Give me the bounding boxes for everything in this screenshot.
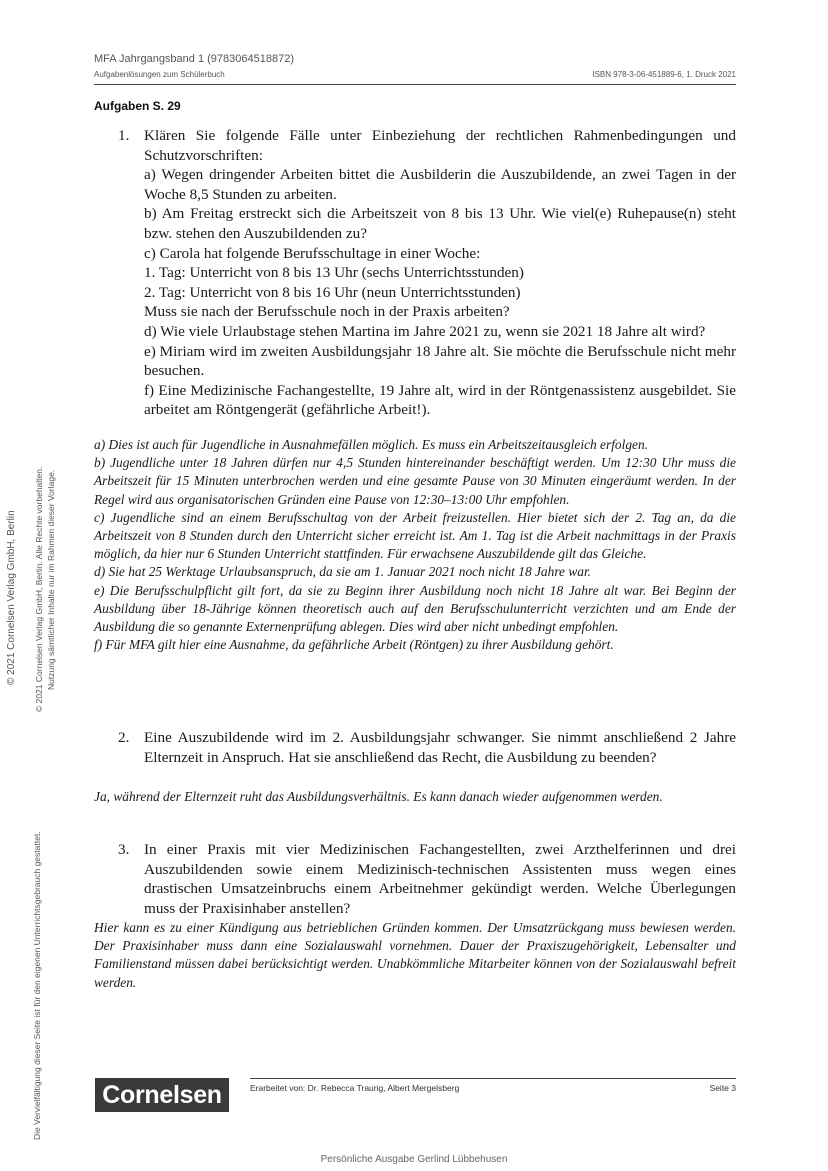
answer-1-f: f) Für MFA gilt hier eine Ausnahme, da gefährliche Arbeit (Röntgen) zu ihrer Ausbildung gehört.	[94, 637, 614, 653]
question-1-item-c-question: Muss sie nach der Berufsschule noch in der Praxis arbeiten?	[144, 303, 510, 321]
answer-3-text: Hier kann es zu einer Kündigung aus betrieblichen Gründen kommen. Der Umsatzrückgang muss bewiesen werden. Der Praxisinhaber muss dann eine Sozialauswahl vornehmen. Dauer der Praxiszugehörigkeit, Lebensalter und Familienstand müssen dabei berücksichtigt werden. Unabkömmliche Mitarbeiter können von der Sozialauswahl befreit werden.	[94, 920, 736, 990]
question-1-item-d: d) Wie viele Urlaubstage stehen Martina im Jahre 2021 zu, wenn sie 2021 18 Jahre alt wird?	[144, 322, 706, 340]
question-3-number: 3.	[118, 841, 130, 858]
side-reproduction: Die Vervielfältigung dieser Seite ist für den eigenen Unterrichtsgebrauch gestattet.	[32, 831, 42, 1140]
question-3-text: In einer Praxis mit vier Medizinischen Fachangestellten, zwei Arzthelferinnen und drei Auszubildenden sowie einem Medizinisch-technischen Assistenten muss wegen eines drastischen Umsatzeinbruchs einem Arbeitnehmer gekündigt werden. Welche Überlegungen muss der Praxisinhaber anstellen?	[144, 841, 736, 917]
question-1-item-c-day1: 1. Tag: Unterricht von 8 bis 13 Uhr (sechs Unterrichtsstunden)	[144, 264, 524, 282]
answer-1	[94, 436, 736, 654]
personal-edition-note: Persönliche Ausgabe Gerlind Lübbehusen	[320, 1154, 508, 1165]
side-rights-line1: © 2021 Cornelsen Verlag GmbH, Berlin. Alle Rechte vorbehalten.	[34, 466, 44, 712]
question-1-intro: Klären Sie folgende Fälle unter Einbeziehung der rechtlichen Rahmenbedingungen und Schutzvorschriften:	[144, 127, 736, 164]
question-1-item-a: a) Wegen dringender Arbeiten bittet die Ausbilderin die Auszubildende, an zwei Tagen in der Woche 8,5 Stunden zu arbeiten.	[144, 166, 736, 203]
answer-1-a: a) Dies ist auch für Jugendliche in Ausnahmefällen möglich. Es muss ein Arbeitszeitausgleich erfolgen.	[94, 437, 649, 452]
header-title: MFA Jahrgangsband 1 (9783064518872)	[94, 53, 294, 65]
answer-1-b: b) Jugendliche unter 18 Jahren dürfen nur 4,5 Stunden hintereinander beschäftigt werden. Um 12:30 Uhr muss die Arbeitszeit für 15 Minuten unterbrochen werden und eine gesamte Pause von 30 Minuten eingeräumt werden. In der Regel wird aus organisatorischen Gründen eine Pause von 12:30–13:00 Uhr empfohlen.	[94, 455, 736, 507]
question-1-number: 1.	[118, 127, 130, 144]
header-subtitle: Aufgabenlösungen zum Schülerbuch	[94, 70, 225, 79]
answer-1-d: d) Sie hat 25 Werktage Urlaubsanspruch, da sie am 1. Januar 2021 noch nicht 18 Jahre war.	[94, 564, 592, 580]
answer-2	[94, 788, 736, 806]
answer-1-c: c) Jugendliche sind an einem Berufsschultag von der Arbeit freizustellen. Hier bietet sich der 2. Tag an, da die Arbeitszeit von 8 Stunden durch den Unterricht sicher erreicht ist. Am 1. Tag ist die Arbeit nachmittags in der Praxis möglich, da hier nur 6 Stunden Unterricht stattfinden. Für erwachsene Auszubildende gilt das Gleiche.	[94, 509, 736, 562]
question-2-text: Eine Auszubildende wird im 2. Ausbildungsjahr schwanger. Sie nimmt anschließend 2 Jahre Elternzeit in Anspruch. Hat sie anschließend das Recht, die Ausbildung zu beenden?	[144, 729, 736, 766]
side-copyright: © 2021 Cornelsen Verlag GmbH, Berlin	[6, 510, 17, 685]
question-1-item-e: e) Miriam wird im zweiten Ausbildungsjahr 18 Jahre alt. Sie möchte die Berufsschule nicht mehr besuchen.	[144, 342, 736, 380]
question-1	[118, 126, 736, 420]
header-divider	[94, 84, 736, 85]
answer-2-text: Ja, während der Elternzeit ruht das Ausbildungsverhältnis. Es kann danach wieder aufgenommen werden.	[94, 789, 663, 804]
question-1-item-b: b) Am Freitag erstreckt sich die Arbeitszeit von 8 bis 13 Uhr. Wie viel(e) Ruhepause(n) steht bzw. stehen den Auszubildenden zu?	[144, 205, 736, 242]
question-1-item-c: c) Carola hat folgende Berufsschultage in einer Woche:	[144, 244, 481, 262]
answer-3	[94, 919, 736, 992]
side-rights-line2: Nutzung sämtlicher Inhalte nur im Rahmen dieser Vorlage.	[46, 469, 56, 690]
header-isbn: ISBN 978-3-06-451889-6, 1. Druck 2021	[592, 70, 736, 79]
page-number: Seite 3	[709, 1083, 736, 1093]
question-2-number: 2.	[118, 729, 130, 746]
section-heading: Aufgaben S. 29	[94, 99, 181, 113]
question-3	[118, 840, 736, 918]
footer-divider	[250, 1078, 736, 1079]
question-2	[118, 728, 736, 767]
cornelsen-logo: Cornelsen	[95, 1078, 229, 1112]
footer-authors: Erarbeitet von: Dr. Rebecca Traurig, Albert Mergelsberg	[250, 1083, 460, 1093]
question-1-item-f: f) Eine Medizinische Fachangestellte, 19 Jahre alt, wird in der Röntgenassistenz ausgebildet. Sie arbeitet am Röntgengerät (gefährliche Arbeit!).	[144, 381, 736, 419]
question-1-item-c-day2: 2. Tag: Unterricht von 8 bis 16 Uhr (neun Unterrichtsstunden)	[144, 283, 521, 301]
answer-1-e: e) Die Berufsschulpflicht gilt fort, da sie zu Beginn ihrer Ausbildung noch nicht 18 Jahre alt war. Bei Beginn der Ausbildung über 18-Jährige können theoretisch auch auf den Berufsschulunterricht verzichten und am Ende der Ausbildung die so genannte Externenprüfung ablegen. Dies wird aber nicht unbedingt empfohlen.	[94, 582, 736, 635]
